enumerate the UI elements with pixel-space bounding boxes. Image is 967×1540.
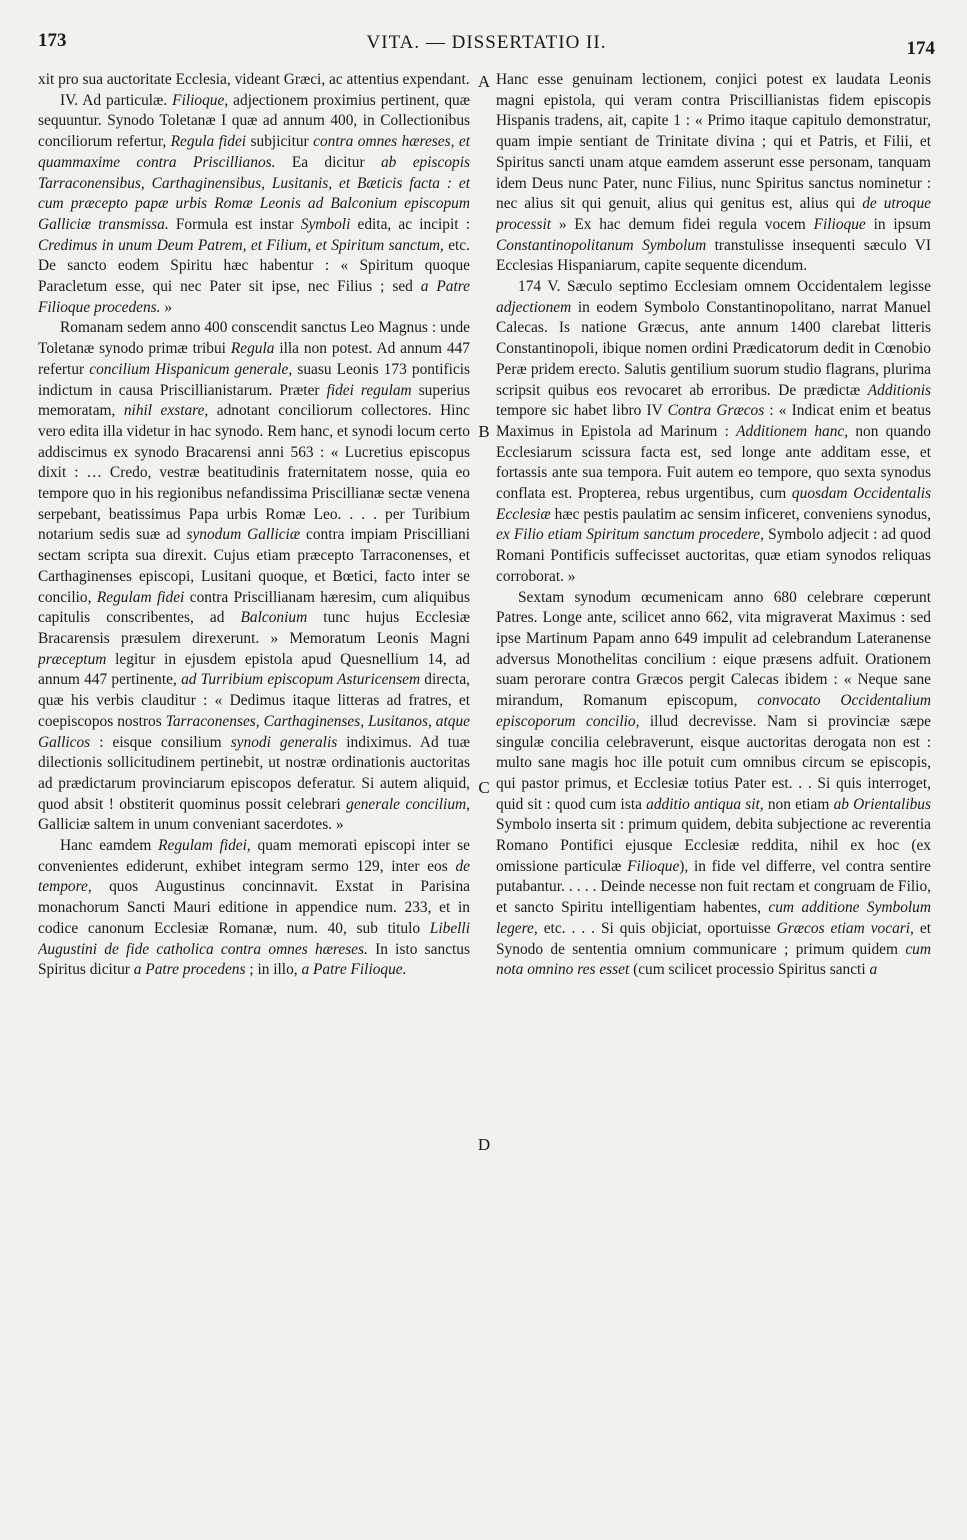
text-run: legitur in ejusdem epistola apud Quesnellium 14, ad annum 447 pertinente, [38, 650, 470, 689]
italic-text: Filioque [813, 215, 866, 233]
italic-text: synodum Galliciæ [186, 526, 301, 544]
text-run: etc. De sancto eodem Spiritu hæc habentur : « Spiritum quoque Paracletum esse, qui nec Pater sit ipse, nec Filius ; sed [38, 236, 470, 296]
margin-letter-c: C [478, 778, 490, 797]
text-run: Romanam sedem anno 400 conscendit sanctus Leo Magnus : unde Toletanæ synodo primæ tribui [38, 319, 470, 358]
text-run: Sextam synodum œcumenicam anno 680 celebrare cœperunt Patres. Longe ante, scilicet anno 662, vita migraverat Maximus : sed ipse Martinum Papam anno 649 impulit ad celebrandum Lateranense adversus Monothelitas concilium : eique præsens adfuit. Orationem suam perorare contra Græcos pergit Calecas ibidem : « Neque sane mirandum, Romanum episcopum, [496, 588, 931, 710]
italic-text: concilium Hispanicum generale, [89, 360, 293, 378]
text-run: subjicitur [246, 133, 314, 151]
running-title: VITA. — DISSERTATIO II. [366, 32, 607, 53]
margin-letter-a: A [477, 72, 491, 91]
text-run: non quando Ecclesiarum scissura facta est, sed longe ante additam esse, et fortassis ante sua tempora. Fuit autem eo tempore, quo sexta synodus conflata est. Propterea, rebus urgentibus, cum [496, 422, 931, 503]
text-run: Symbolo inserta sit : primum quidem, debita subjectione ac reverentia Romano Pontifici ejusque Ecclesiæ reddita, nihil ex hoc (ex omissione particulæ [496, 816, 931, 875]
text-run: et Synodo de sententia omnium communicare ; primum quidem [496, 919, 931, 958]
italic-text: Contra Græcos [667, 402, 765, 420]
page-number-right: 174 [906, 38, 935, 59]
italic-text: Constantinopolitanum Symbolum [496, 236, 707, 254]
italic-text: præceptum [38, 650, 107, 668]
text-run: 174 V. Sæculo septimo Ecclesiam omnem Occidentalem legisse [518, 278, 931, 296]
paragraph [38, 836, 470, 981]
text-run: Galliciæ saltem in unum conveniant sacerdotes. » [38, 816, 344, 834]
text-run: tempore sic habet libro IV [496, 402, 668, 420]
text-run: illud decrevisse. Nam si provinciæ sæpe singulæ concilia celebraverunt, eisque auctoritas derogata non est : multo sane magis hoc ille potuit cum omnibus circum se episcopis, qui pastor primus, et Ecclesiæ totius Pater est. . . Si quis interroget, quid sit : quod cum ista [496, 712, 931, 813]
paragraph [496, 588, 931, 981]
text-run: in eodem Symbolo Constantinopolitano, narrat Manuel Calecas. Is natione Græcus, ante annum 1400 clarebat litteris Constantinopoli, ibique nomen ordini Prædicatorum dedit in Cœnobio Peræ pridem erecto. Salutis gentilium suorum studio flagrans, plurima scripsit quibus eos revocaret ab erroribus. De prædictæ [496, 298, 931, 399]
text-run: xit pro sua auctoritate Ecclesia, videant Græci, ac attentius expendant. [38, 71, 470, 88]
text-run: contra impiam Priscilliani sectam scripta sua direxit. Cujus etiam præcepto Tarraconenses, et Carthaginenses episcopi, Lusitani quoque, et Bœtici, facto inter se concilio, [38, 526, 470, 606]
italic-text: fidei regulam [326, 381, 412, 399]
left-column [38, 70, 470, 1530]
paragraph [496, 70, 931, 277]
italic-text: convocato Occidentalium episcoporum concilio, [496, 692, 931, 730]
text-run: ), in fide vel differre, vel contra sentire putabantur. . . . . Deinde necesse non fuit rectam et congruam de Filio, et sancto Spiritu intelligentiam habentes, [496, 857, 931, 917]
text-run: Ea dicitur [275, 153, 381, 171]
text-run: : eisque consilium [90, 733, 231, 751]
italic-text: generale concilium, [346, 795, 470, 813]
text-run: directa, quæ his verbis clauditur : « Dedimus itaque litteras ad fratres, et coepiscopos nostros [38, 671, 470, 730]
text-run: suasu Leonis 173 pontificis indictum in causa Priscillianistarum. Præter [38, 360, 470, 399]
text-run: IV. Ad particulæ. [60, 91, 173, 109]
text-run: In isto sanctus Spiritus dicitur [38, 940, 470, 979]
italic-text: Regula [230, 340, 275, 358]
italic-text: cum nota omnino res esset [496, 940, 931, 979]
italic-text: Regula fidei [170, 133, 247, 151]
margin-letter-d: D [477, 1135, 491, 1154]
italic-text: Symboli [300, 215, 351, 233]
text-run: indiximus. Ad tuæ dilectionis sollicitudinem pertinebit, ut nostræ ordinationis auctoritas ad prædictarum provinciarum episcopos deferatur. Si autem aliquid, quod absit ! obstiterit quominus possit celebrari [38, 733, 470, 813]
italic-text: a Patre Filioque procedens. [38, 278, 470, 316]
italic-text: ad Turribium episcopum Asturicensem [181, 671, 421, 689]
italic-text: Balconium [240, 609, 308, 627]
italic-text: a Patre Filioque. [301, 961, 407, 979]
italic-text: quosdam Occidentalis Ecclesiæ [496, 485, 931, 523]
text-run: : « Indicat enim et beatus Maximus in Epistola ad Marinum : [496, 402, 931, 440]
text-run: (cum scilicet processio Spiritus sancti [629, 961, 870, 979]
text-run: edita, ac incipit : [350, 215, 470, 233]
italic-text: cum additione Symbolum legere, [496, 899, 931, 937]
italic-text: a Patre procedens [133, 961, 246, 979]
italic-text: Tarraconenses, Carthaginenses, Lusitanos, atque Gallicos [38, 712, 470, 751]
text-run: Formula est instar [168, 215, 301, 233]
italic-text: nihil exstare, [123, 402, 209, 420]
italic-text: contra omnes hæreses, et quammaxime contra Priscillianos. [38, 133, 470, 171]
text-run: adnotant conciliorum collectores. Hinc vero edita illa videtur in hac synodo. Rem hanc, et synodi locum certo addiscimus ex synodo Bracarensi anni 563 : « Lucretius episcopus dixit : … Credo, vestræ beatitudinis fraternitatem nosse, quia eo tempore quo in his regionibus nefandissima Priscillianæ sectæ venena serpebant, beatissimus Papa urbis Romæ Leo. . . . per Turibium notarium sedis suæ ad [38, 402, 470, 544]
italic-text: Regulam fidei, [158, 837, 251, 855]
text-run: non etiam [763, 795, 834, 813]
text-run: contra Priscillianam hæresim, cum aliquibus capitulis conscribentes, ad [38, 588, 470, 627]
paragraph [38, 91, 470, 319]
italic-text: ab episcopis Tarraconensibus, Carthaginensibus, Lusitanis, et Bæticis facta : et cum præcepto papæ urbis Romæ Leonis ad Balconium episcopum Galliciæ transmissa. [38, 153, 470, 233]
italic-text: Additionis [867, 381, 931, 399]
text-run: quos Augustinus concinnavit. Exstat in Parisina monachorum Sancti Mauri editione in appendice num. 233, et in codice canonum Ecclesiæ Romanæ, num. 40, sub titulo [38, 878, 470, 937]
text-run: etc. . . . Si quis objiciat, oportuisse [537, 919, 777, 937]
italic-text: synodi generalis [230, 733, 338, 751]
running-header [38, 30, 935, 60]
text-run: quam memorati episcopi inter se convenientes ediderunt, exhibet integram sermo 129, inter eos [38, 837, 470, 875]
italic-text: a [869, 961, 878, 979]
italic-text: Libelli Augustini de fide catholica contra omnes hæreses. [38, 919, 470, 958]
italic-text: ex Filio etiam Spiritum sanctum procedere, [496, 526, 764, 544]
text-run: illa non potest. Ad annum 447 refertur [38, 340, 470, 378]
italic-text: Additionem hanc, [736, 422, 849, 440]
italic-text: Filioque [627, 857, 680, 875]
text-run: hæc pestis paulatim ac sensim inficeret, conveniens synodus, [550, 505, 931, 523]
italic-text: Græcos etiam vocari, [776, 919, 914, 937]
italic-text: additio antiqua sit, [646, 795, 764, 813]
text-run: Symbolo adjecit : ad quod Romani Pontificis suffecisset auctoritas, quæ etiam synodos reliquas corroborat. » [496, 526, 931, 585]
italic-text: Regulam fidei [96, 588, 185, 606]
text-run: transtulisse insequenti sæculo VI Ecclesias Hispaniarum, capite sequente dicendum. [496, 236, 931, 275]
text-run: » [160, 298, 173, 316]
text-run: tunc hujus Ecclesiæ Bracarensis præsulem direxerunt. » Memoratum Leonis Magni [38, 609, 470, 647]
italic-text: de tempore, [38, 857, 470, 896]
text-run: ; in illo, [245, 961, 302, 979]
paragraph [496, 277, 931, 588]
page-number-left: 173 [38, 30, 67, 51]
italic-text: adjectionem [496, 298, 572, 316]
italic-text: Credimus in unum Deum Patrem, et Filium, et Spiritum sanctum, [38, 236, 444, 254]
italic-text: de utroque processit [496, 195, 931, 233]
paragraph [38, 318, 470, 836]
text-run: » Ex hac demum fidei regula vocem [551, 215, 814, 233]
italic-text: ab Orientalibus [833, 795, 931, 813]
italic-text: Filioque [172, 91, 225, 109]
margin-letter-b: B [478, 422, 490, 441]
paragraph [38, 70, 470, 91]
text-run: , adjectionem proximius pertinent, quæ sequuntur. Synodo Toletanæ I quæ ad annum 400, in Collectionibus conciliorum refertur, [38, 91, 470, 151]
right-column [496, 70, 931, 1530]
text-run: in ipsum [865, 215, 931, 233]
text-run: Hanc esse genuinam lectionem, conjici potest ex laudata Leonis magni epistola, qui veram contra Priscillianistas fidem episcopis Hispanis tradens, ait, capite 1 : « Primo itaque capitulo demonstratur, quam impie sentiant de Trinitate divina ; qui et Patris, et Filii, et Spiritus sancti unam atque eamdem asserunt esse personam, tanquam idem Deus nunc Pater, nunc Filius, nunc Spiritus sanctus nominetur : nec alius sit qui genuit, alius qui genitus est, alius qui [496, 71, 931, 213]
text-run: superius memoratam, [38, 381, 470, 420]
text-run: Hanc eamdem [60, 837, 159, 855]
